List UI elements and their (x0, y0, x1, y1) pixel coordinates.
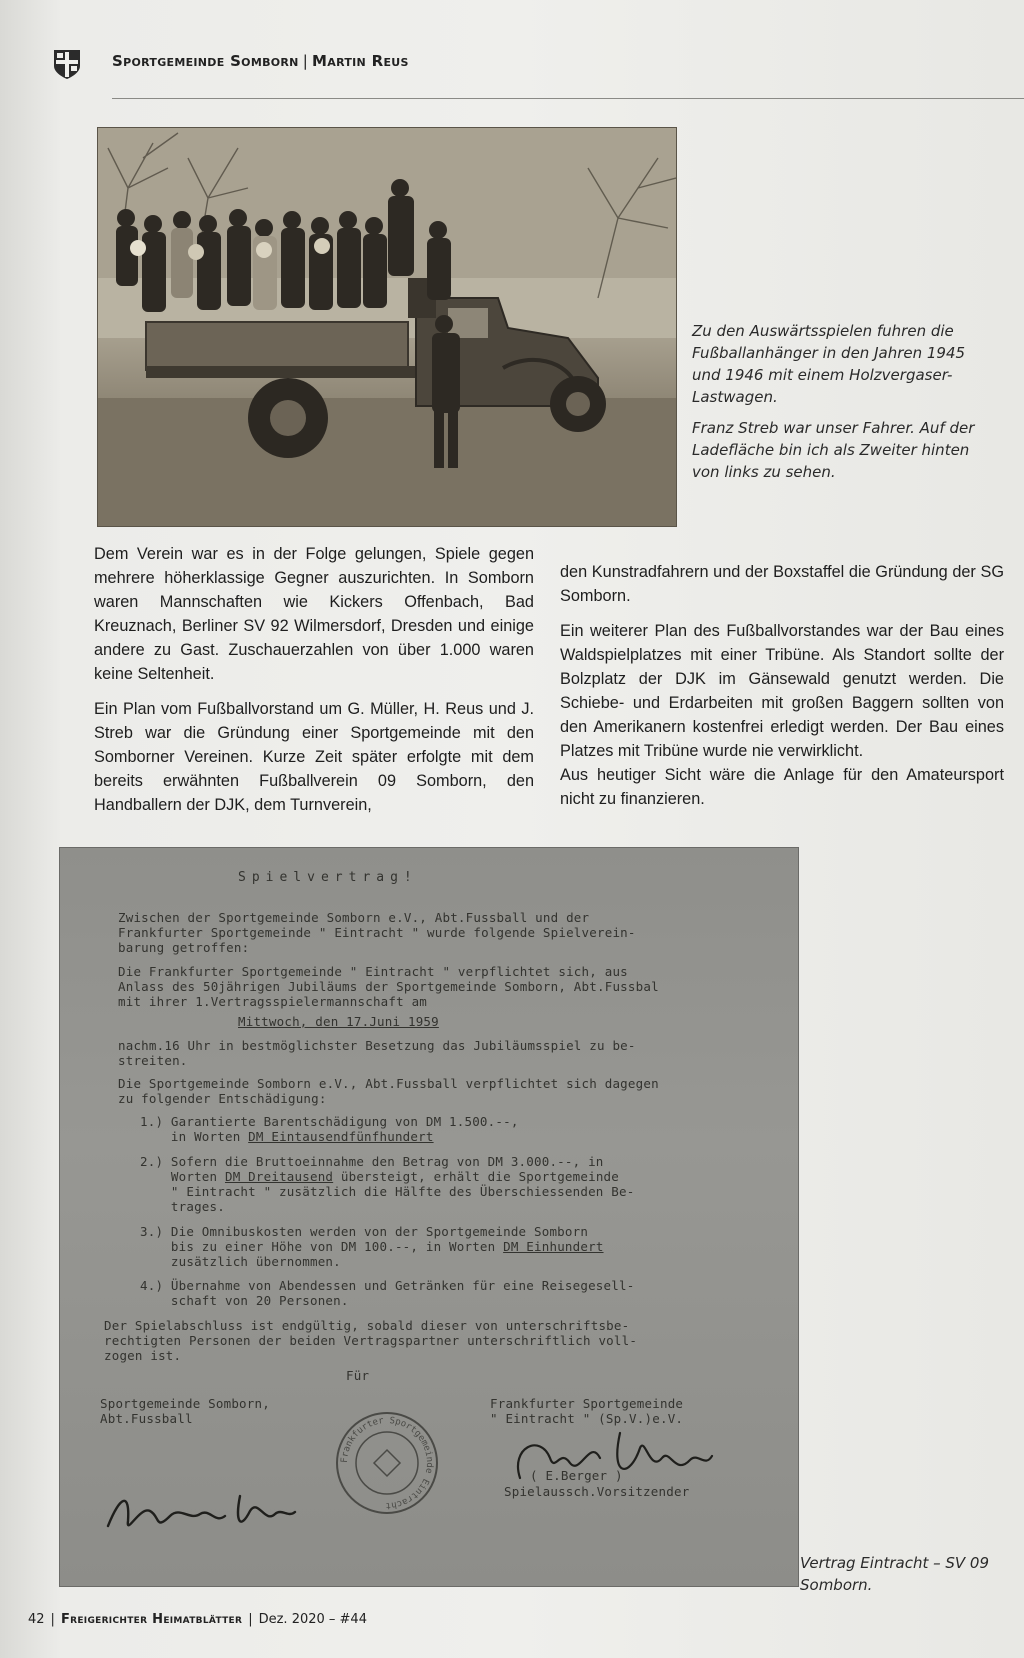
contract-item-text: 2.) Sofern die Bruttoeinnahme den Betrag von DM 3.000.--, in Worten (140, 1154, 604, 1184)
contract-intro: Zwischen der Sportgemeinde Somborn e.V., Abt.Fussball und der Frankfurter Sportgemeinde " Eintracht " wurde folgende Spielverein- barung getroffen: (118, 910, 636, 955)
body-column-left (94, 542, 534, 828)
contract-item (140, 1224, 604, 1269)
contract-paragraph: nachm.16 Uhr in bestmöglichster Besetzung das Jubiläumsspiel zu be- streiten. (118, 1038, 636, 1068)
contract-item-text: zusätzlich übernommen. (170, 1254, 341, 1269)
header-author: Martin Reus (312, 52, 409, 70)
photo-caption-paragraph: Franz Streb war unser Fahrer. Auf der Ladefläche bin ich als Zweiter hinten von links zu sehen. (692, 419, 975, 481)
contract-fuer: Für (346, 1368, 370, 1383)
body-paragraph: Ein weiterer Plan des Fußballvorstandes war der Bau eines Waldspielplatzes mit einer Tribüne. Als Standort sollte der Bolzplatz der DJK im Gänsewald genutzt werden. Die Schiebe- und Erdarbeiten mit großen Baggern sollten von den Amerikanern kostenfrei erledigt werden. Der Bau eines Platzes mit Tribüne wurde nie verwirklicht. (560, 622, 1004, 760)
body-paragraph: Dem Verein war es in der Folge gelungen, Spiele gegen mehrere höherklassige Gegner auszurichten. In Somborn waren Mannschaften wie Kickers Offenbach, Bad Kreuznach, Berliner SV 92 Wilmersdorf, Dresden und einige andere zu Gast. Zuschauerzahlen von über 1.000 waren keine Seltenheit. (94, 545, 534, 683)
body-paragraph: Ein Plan vom Fußballvorstand um G. Müller, H. Reus und J. Streb war die Gründung einer Sportgemeinde mit den Somborner Vereinen. Kurze Zeit später erfolgte mit dem bereits erwähnten Fußballverein 09 Somborn, den Handballern der DJK, dem Turnverein, (94, 700, 534, 814)
contract-paragraph: Die Frankfurter Sportgemeinde " Eintracht " verpflichtet sich, aus Anlass des 50jährigen Jubiläums der Sportgemeinde Somborn, Abt.Fussbal mit ihrer 1.Vertragsspielermannschaft am (118, 964, 659, 1009)
contract-caption: Vertrag Eintracht – SV 09 Somborn. (800, 1554, 990, 1594)
photo-caption (692, 320, 992, 492)
body-column-right (560, 560, 1004, 822)
contract-signer-name: ( E.Berger ) (530, 1468, 623, 1483)
page-footer (28, 1612, 367, 1627)
footer-separator: | (248, 1612, 253, 1627)
header-separator: | (302, 52, 309, 70)
contract-item-amount: DM Dreitausend (224, 1169, 334, 1184)
contract-document (60, 848, 798, 1586)
club-stamp-icon (332, 1408, 442, 1518)
contract-title: Spielvertrag! (238, 870, 418, 885)
signature-eintracht (500, 1418, 720, 1498)
body-paragraph: Aus heutiger Sicht wäre die Anlage für den Amateursport nicht zu finanzieren. (560, 766, 1004, 808)
page-number: 42 (28, 1612, 45, 1627)
contract-item (140, 1114, 519, 1144)
footer-separator: | (50, 1612, 55, 1627)
contract-paragraph: Die Sportgemeinde Somborn e.V., Abt.Fussball verpflichtet sich dagegen zu folgender Entschädigung: (118, 1076, 659, 1106)
contract-item-text: 3.) Die Omnibuskosten werden von der Sportgemeinde Somborn bis zu einer Höhe von DM 100.--, in Worten (140, 1224, 589, 1254)
truck-photo (98, 128, 676, 526)
publication-name: Freigerichter Heimatblätter (60, 1612, 243, 1627)
contract-item-amount: DM Eintausendfünfhundert (248, 1129, 434, 1144)
crest-icon (52, 48, 82, 80)
svg-text:Frankfurter Sportgemeinde Eint (340, 1416, 434, 1510)
signature-somborn (100, 1476, 300, 1546)
contract-item-amount: DM Einhundert (503, 1239, 604, 1254)
contract-party-somborn: Sportgemeinde Somborn, Abt.Fussball (100, 1396, 270, 1426)
body-paragraph: den Kunstradfahrern und der Boxstaffel die Gründung der SG Somborn. (560, 563, 1004, 605)
contract-signer-role: Spielaussch.Vorsitzender (504, 1484, 690, 1499)
contract-party-eintracht: Frankfurter Sportgemeinde " Eintracht " (Sp.V.)e.V. (490, 1396, 684, 1426)
running-header (112, 52, 409, 70)
contract-item-text: 1.) Garantierte Barentschädigung von DM 1.500.--, in Worten (140, 1114, 519, 1144)
issue-info: Dez. 2020 – #44 (258, 1612, 367, 1627)
contract-item: 4.) Übernahme von Abendessen und Getränken für eine Reisegesell- schaft von 20 Personen. (140, 1278, 635, 1308)
contract-item-text: übersteigt, erhält die Sportgemeinde " Eintracht " zusätzlich die Hälfte des Überschiessenden Be- trages. (170, 1169, 635, 1214)
contract-closing: Der Spielabschluss ist endgültig, sobald dieser von unterschriftsbe- rechtigten Personen der beiden Vertragspartner unterschriftlich voll- zogen ist. (104, 1318, 638, 1363)
contract-item (140, 1154, 634, 1214)
stamp-text: Frankfurter Sportgemeinde Eintracht (339, 1415, 435, 1511)
truck-photo-illustration (98, 128, 676, 526)
photo-caption-paragraph: Zu den Auswärtsspielen fuhren die Fußballanhänger in den Jahren 1945 und 1946 mit einem Holzvergaser-Lastwagen. (692, 322, 966, 406)
contract-date: Mittwoch, den 17.Juni 1959 (238, 1014, 439, 1029)
header-rule (112, 98, 1024, 99)
header-section: Sportgemeinde Somborn (112, 52, 299, 70)
